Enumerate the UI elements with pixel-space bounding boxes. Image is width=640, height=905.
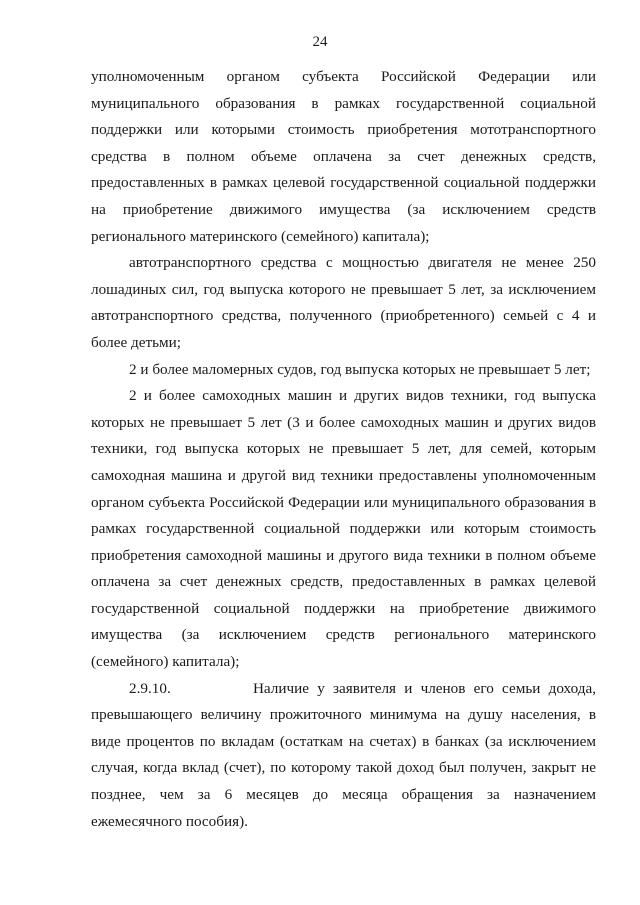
paragraph-self-propelled-machines: 2 и более самоходных машин и других видов техники, год выпуска которых не превышает 5 лет (3 и более самоходных машин и других видов техники, год выпуска которых не превышает 5 лет, для семей, которым самоходная машина и другой вид техники предоставлены уполномоченным органом субъекта Российской Федерации или муниципального образования в рамках государственной социальной поддержки или которым стоимость приобретения самоходной машины и другого вида техники в полном объеме оплачена за счет денежных средств, предоставленных в рамках целевой государственной социальной поддержки на приобретение движимого имущества (за исключением средств регионального материнского (семейного) капитала);: [91, 387, 596, 671]
page-number: 24: [312, 34, 328, 50]
paragraph-small-vessels: 2 и более маломерных судов, год выпуска которых не превышает 5 лет;: [129, 360, 591, 378]
paragraph-continuation: уполномоченным органом субъекта Российской Федерации или муниципального образования в рамках государственной социальной поддержки или которыми стоимость приобретения мототранспортного средства в полном объеме оплачена за счет денежных средств, предоставленных в рамках целевой государственной социальной поддержки на приобретение движимого имущества (за исключением средств регионального материнского (семейного) капитала);: [91, 68, 596, 245]
paragraph-2-9-10: 2.9.10. Наличие у заявителя и членов его семьи дохода, превышающего величину прожиточного минимума на душу населения, в виде процентов по вкладам (остаткам на счетах) в банках (за исключением случая, когда вклад (счет), по которому такой доход был получен, закрыт не позднее, чем за 6 месяцев до месяца обращения за назначением ежемесячного пособия).: [91, 679, 596, 830]
paragraph-motor-vehicle: автотранспортного средства с мощностью двигателя не менее 250 лошадиных сил, год выпуска которого не превышает 5 лет, за исключением автотранспортного средства, полученного (приобретенного) семьей с 4 и более детьми;: [91, 254, 596, 351]
document-body: [91, 64, 596, 835]
